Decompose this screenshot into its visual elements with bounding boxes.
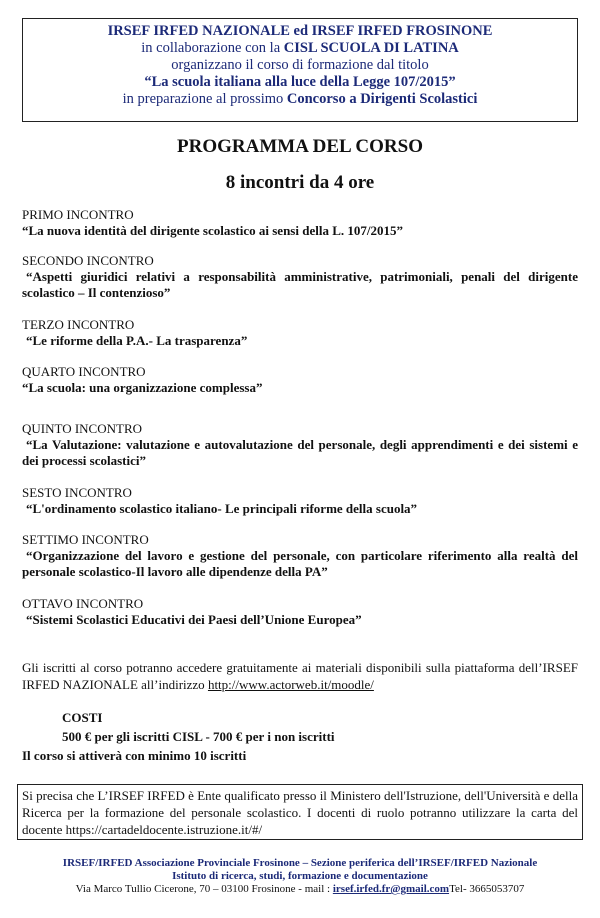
costs-heading: COSTI: [62, 710, 103, 725]
meeting-2: [22, 253, 578, 301]
meeting-description: “La Valutazione: valutazione e autovalutazione del personale, degli apprendimenti e dei sistemi e dei processi scolastici”: [22, 437, 578, 468]
header-line-1: IRSEF IRFED NAZIONALE ed IRSEF IRFED FROSINONE: [107, 23, 493, 39]
meeting-label: SETTIMO INCONTRO: [22, 532, 149, 547]
header-line-2: [23, 40, 577, 57]
meeting-1: [22, 207, 578, 239]
costs-minimum: Il corso si attiverà con minimo 10 iscritti: [22, 748, 247, 763]
meeting-6: [22, 485, 578, 517]
meeting-5: [22, 421, 578, 469]
header-line-3: organizzano il corso di formazione dal titolo: [171, 57, 429, 73]
meeting-label: QUINTO INCONTRO: [22, 421, 143, 436]
footer-phone: Tel- 3665053707: [449, 883, 525, 895]
meeting-label: SESTO INCONTRO: [22, 485, 132, 500]
footer-address: Via Marco Tullio Cicerone, 70 – 03100 Frosinone - mail :: [75, 883, 333, 895]
meeting-label: PRIMO INCONTRO: [22, 207, 134, 222]
meeting-3: [22, 317, 578, 349]
platform-info: [22, 659, 578, 693]
meeting-4: [22, 364, 578, 396]
meeting-description: “La nuova identità del dirigente scolastico ai sensi della L. 107/2015”: [22, 223, 403, 238]
program-title: PROGRAMMA DEL CORSO: [177, 136, 423, 157]
meeting-description: “Aspetti giuridici relativi a responsabilità amministrative, patrimoniali, penali del dirigente scolastico – Il contenzioso”: [22, 269, 578, 300]
footer: [0, 857, 600, 896]
header-line-2-prefix: in collaborazione con la: [141, 40, 284, 56]
header-line-2-bold: CISL SCUOLA DI LATINA: [283, 40, 459, 56]
footer-line-2: Istituto di ricerca, studi, formazione e documentazione: [172, 870, 428, 882]
costs-prices: 500 € per gli iscritti CISL - 700 € per i non iscritti: [62, 729, 335, 744]
header-box: [22, 18, 578, 122]
meeting-label: SECONDO INCONTRO: [22, 253, 154, 268]
meeting-label: QUARTO INCONTRO: [22, 364, 146, 379]
meeting-description: “La scuola: una organizzazione complessa”: [22, 380, 263, 395]
meeting-label: TERZO INCONTRO: [22, 317, 135, 332]
teacher-card-note: Si precisa che L’IRSEF IRFED è Ente qualificato presso il Ministero dell'Istruzione, dell'Università e della Ricerca per la formazione del personale scolastico. I docenti di ruolo potranno utilizzare la carta del docente https://cartadeldocente.istruzione.it/#/: [17, 784, 583, 840]
header-line-5-bold: Concorso a Dirigenti Scolastici: [286, 91, 478, 107]
platform-info-text: Gli iscritti al corso potranno accedere gratuitamente ai materiali disponibili sulla piattaforma dell’IRSEF IRFED NAZIONALE all’indirizzo: [22, 660, 578, 692]
meeting-description: “Le riforme della P.A.- La trasparenza”: [26, 333, 248, 348]
footer-line-1: IRSEF/IRFED Associazione Provinciale Frosinone – Sezione periferica dell’IRSEF/IRFED Nazionale: [62, 857, 538, 869]
header-line-5: [23, 91, 577, 108]
costs-section: [22, 708, 578, 765]
meeting-7: [22, 532, 578, 580]
meeting-description: “L'ordinamento scolastico italiano- Le principali riforme della scuola”: [26, 501, 418, 516]
meeting-label: OTTAVO INCONTRO: [22, 596, 144, 611]
footer-email-link[interactable]: irsef.irfed.fr@gmail.com: [332, 883, 450, 895]
meeting-description: “Organizzazione del lavoro e gestione del personale, con particolare riferimento alla realtà del personale scolastico-Il lavoro alle dipendenze della PA”: [22, 548, 578, 579]
footer-contact: [0, 883, 600, 896]
meeting-8: [22, 596, 578, 628]
program-subtitle: 8 incontri da 4 ore: [225, 172, 375, 193]
platform-link[interactable]: http://www.actorweb.it/moodle/: [207, 677, 374, 692]
header-line-4: “La scuola italiana alla luce della Legge 107/2015”: [144, 74, 456, 90]
meeting-description: “Sistemi Scolastici Educativi dei Paesi dell’Unione Europea”: [26, 612, 362, 627]
header-line-5-prefix: in preparazione al prossimo: [122, 91, 287, 107]
